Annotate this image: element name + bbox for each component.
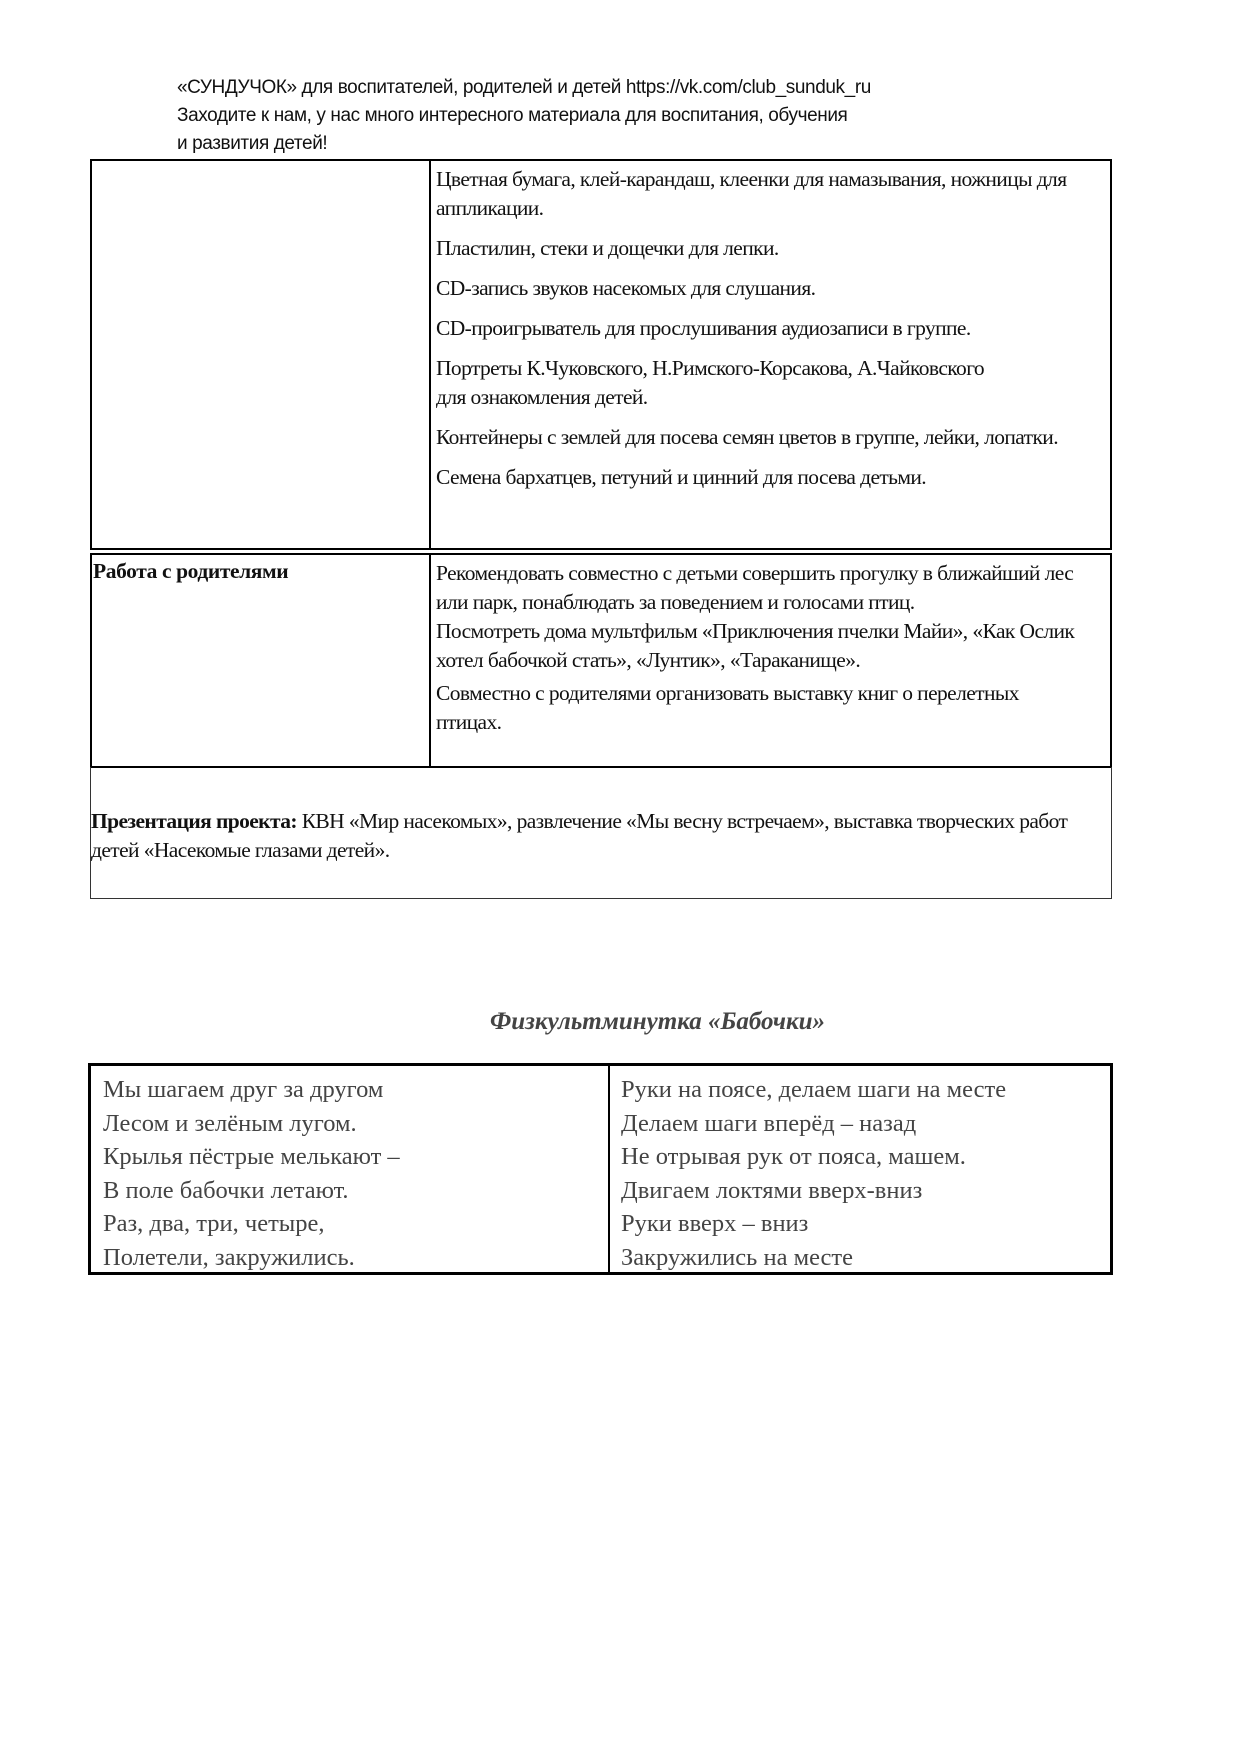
parent-task: Совместно с родителями организовать выставку книг о перелетных птицах. bbox=[436, 681, 1019, 734]
presentation-text bbox=[91, 807, 1101, 865]
column-divider bbox=[608, 1066, 610, 1272]
material-item: Цветная бумага, клей-карандаш, клеенки для намазывания, ножницы для аппликации. bbox=[436, 167, 1067, 220]
presentation-row bbox=[90, 767, 1112, 899]
parent-task: Посмотреть дома мультфильм «Приключения пчелки Майи», «Как Ослик хотел бабочкой стать», «Лунтик», «Тараканище». bbox=[436, 619, 1075, 672]
verse-line: Мы шагаем друг за другом bbox=[103, 1076, 384, 1103]
verse-line: В поле бабочки летают. bbox=[103, 1176, 349, 1204]
parents-content-cell bbox=[429, 553, 1112, 768]
presentation-label: Презентация проекта: bbox=[91, 809, 297, 833]
material-item: CD-проигрыватель для прослушивания аудиозаписи в группе. bbox=[436, 316, 971, 340]
row-label: Работа с родителями bbox=[93, 559, 289, 583]
verses-column bbox=[103, 1073, 400, 1274]
verse-line: Полетели, закружились. bbox=[103, 1243, 355, 1271]
verse-line: Крылья пёстрые мелькают – bbox=[103, 1143, 400, 1170]
action-line: Руки на поясе, делаем шаги на месте bbox=[621, 1076, 1007, 1103]
action-line: Делаем шаги вперёд – назад bbox=[621, 1109, 917, 1137]
material-item: Контейнеры с землей для посева семян цветов в группе, лейки, лопатки. bbox=[436, 425, 1058, 449]
parent-task: Рекомендовать совместно с детьми совершить прогулку в ближайший лес или парк, понаблюдать за поведением и голосами птиц. bbox=[436, 561, 1074, 614]
action-line: Двигаем локтями вверх-вниз bbox=[621, 1176, 923, 1204]
material-item: Портреты К.Чуковского, Н.Римского-Корсакова, А.Чайковского для ознакомления детей. bbox=[436, 356, 985, 409]
verse-line: Раз, два, три, четыре, bbox=[103, 1210, 325, 1237]
action-line: Руки вверх – вниз bbox=[621, 1210, 809, 1237]
actions-column bbox=[621, 1073, 1006, 1274]
material-item: Пластилин, стеки и дощечки для лепки. bbox=[436, 236, 779, 260]
header-line: «СУНДУЧОК» для воспитателей, родителей и детей https://vk.com/club_sunduk_ru bbox=[177, 77, 871, 98]
action-line: Закружились на месте bbox=[621, 1243, 854, 1271]
action-line: Не отрывая рук от пояса, машем. bbox=[621, 1143, 966, 1170]
exercise-title: Физкультминутка «Бабочки» bbox=[490, 1008, 826, 1035]
materials-label-cell bbox=[90, 159, 431, 550]
verse-line: Лесом и зелёным лугом. bbox=[103, 1109, 357, 1137]
materials-content-cell bbox=[429, 159, 1112, 550]
material-item: CD-запись звуков насекомых для слушания. bbox=[436, 276, 816, 300]
parents-label-cell bbox=[90, 553, 431, 768]
presentation-description: КВН «Мир насекомых», развлечение «Мы весну встречаем», выставка творческих работ детей «Насекомые глазами детей». bbox=[91, 809, 1068, 862]
header-line: Заходите к нам, у нас много интересного материала для воспитания, обучения bbox=[177, 105, 848, 126]
material-item: Семена бархатцев, петуний и цинний для посева детьми. bbox=[436, 465, 927, 489]
header-line: и развития детей! bbox=[177, 133, 328, 154]
site-header bbox=[177, 74, 1037, 158]
exercise-table bbox=[88, 1063, 1113, 1275]
